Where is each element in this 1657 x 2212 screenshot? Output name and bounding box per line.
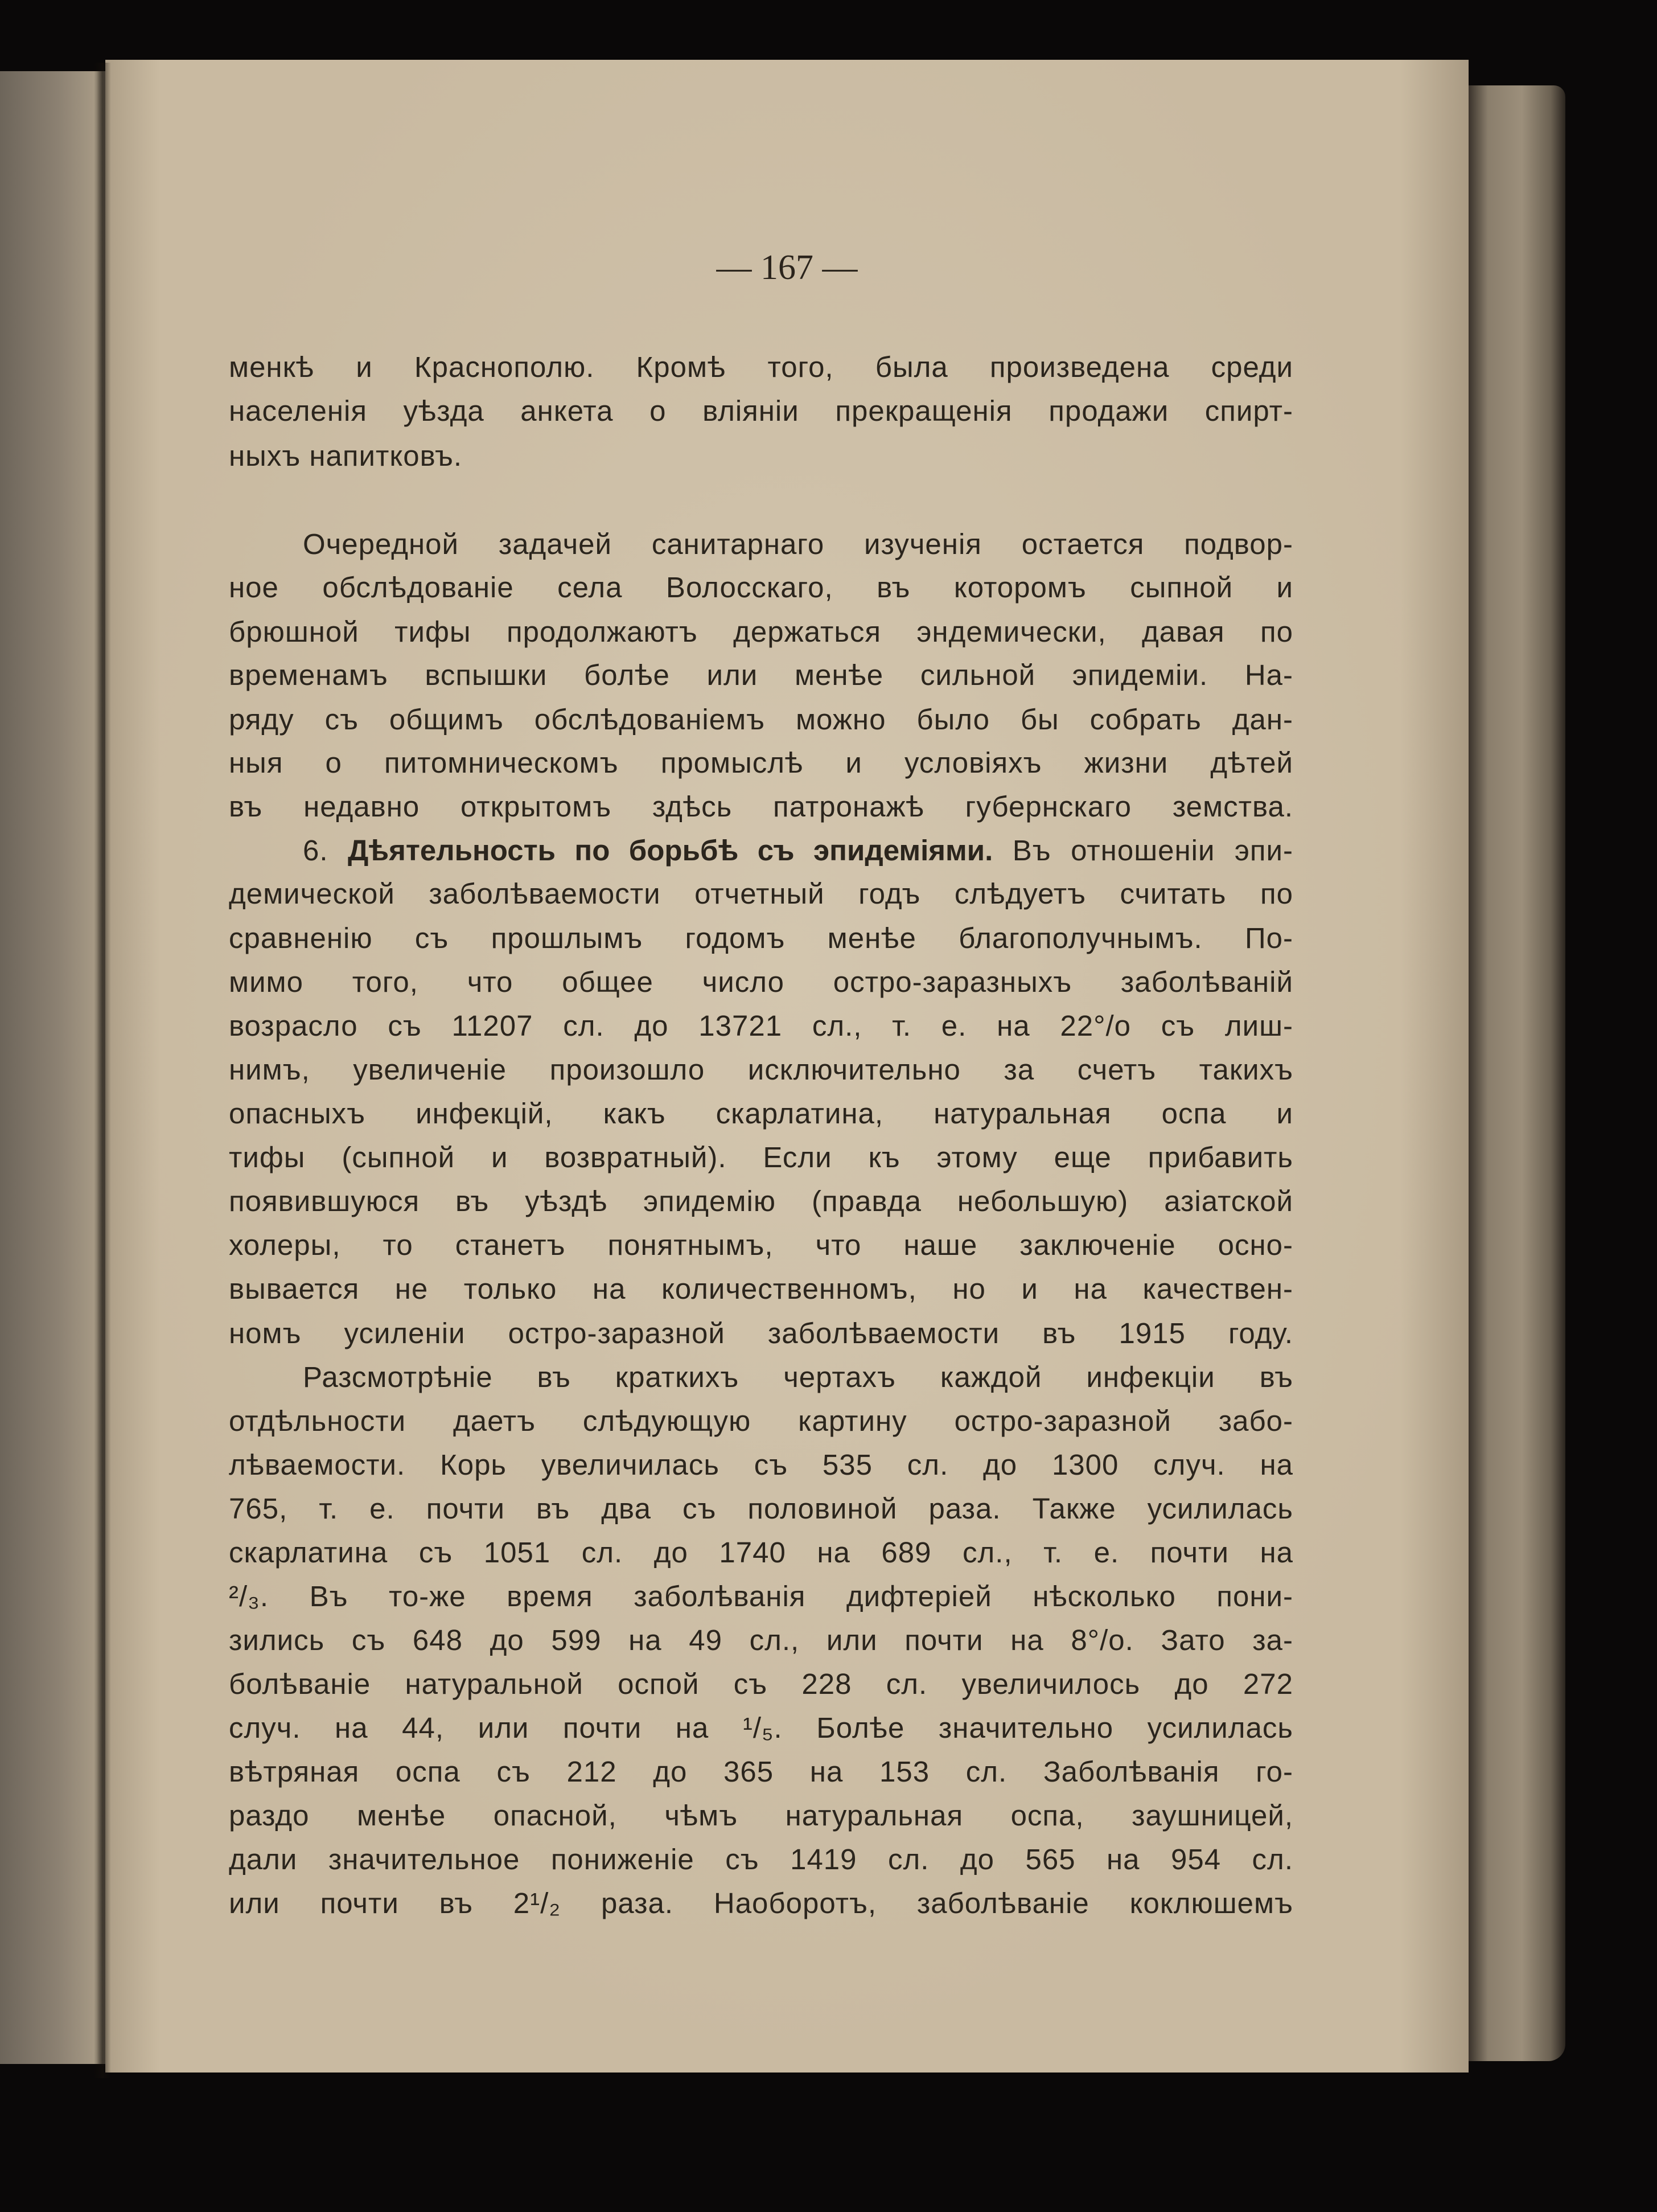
text-line: ряду съ общимъ обслѣдованіемъ можно было бы собрать дан-	[229, 703, 1293, 736]
book-page	[105, 60, 1469, 2073]
page-number: — 167 —	[716, 248, 858, 287]
text-line: Разсмотрѣніе въ краткихъ чертахъ каждой инфекціи въ	[303, 1361, 1293, 1393]
text-line: 765, т. е. почти въ два съ половиной раза. Также усилилась	[229, 1492, 1293, 1525]
text-line: зились съ 648 до 599 на 49 сл., или почти на 8°/о. Зато за-	[229, 1624, 1293, 1656]
text-line: дали значительное пониженіе съ 1419 сл. до 565 на 954 сл.	[229, 1843, 1293, 1876]
text-line: мимо того, что общее число остро-заразныхъ заболѣваній	[229, 966, 1293, 998]
text-line: демической заболѣваемости отчетный годъ слѣдуетъ считать по	[229, 877, 1293, 910]
text-line: нимъ, увеличеніе произошло исключительно за счетъ такихъ	[229, 1053, 1293, 1086]
section-heading-line	[303, 831, 1293, 871]
text-line: населенія уѣзда анкета о вліяніи прекращенія продажи спирт-	[229, 395, 1293, 427]
text-line: номъ усиленіи остро-заразной заболѣваемости въ 1915 году.	[229, 1317, 1293, 1349]
text-line: или почти въ 2¹/₂ раза. Наоборотъ, заболѣваніе коклюшемъ	[229, 1887, 1293, 1919]
text-line: лѣваемости. Корь увеличилась съ 535 сл. до 1300 случ. на	[229, 1448, 1293, 1481]
text-line: возрасло съ 11207 сл. до 13721 сл., т. е. на 22°/о съ лиш-	[229, 1009, 1293, 1042]
text-line: ное обслѣдованіе села Волосскаго, въ которомъ сыпной и	[229, 571, 1293, 604]
text-line: случ. на 44, или почти на ¹/₅. Болѣе значительно усилилась	[229, 1712, 1293, 1744]
text-line: тифы (сыпной и возвратный). Если къ этому еще прибавить	[229, 1141, 1293, 1173]
section-heading-tail: Въ отношеніи эпи-	[993, 834, 1294, 867]
text-line: раздо менѣе опасной, чѣмъ натуральная оспа, заушницей,	[229, 1799, 1293, 1832]
text-line: Очередной задачей санитарнаго изученія остается подвор-	[303, 528, 1293, 560]
text-line: холеры, то станетъ понятнымъ, что наше заключеніе осно-	[229, 1229, 1293, 1261]
text-line: временамъ вспышки болѣе или менѣе сильной эпидеміи. На-	[229, 659, 1293, 691]
gutter-shadow	[94, 63, 111, 2078]
text-line: брюшной тифы продолжаютъ держаться эндемически, давая по	[229, 615, 1293, 648]
section-number: 6.	[303, 834, 348, 867]
text-line: вѣтряная оспа съ 212 до 365 на 153 сл. Заболѣванія го-	[229, 1755, 1293, 1788]
text-line: появившуюся въ уѣздѣ эпидемію (правда небольшую) азіатской	[229, 1185, 1293, 1217]
text-line: скарлатина съ 1051 сл. до 1740 на 689 сл., т. е. почти на	[229, 1536, 1293, 1569]
section-heading: Дѣятельность по борьбѣ съ эпидеміями.	[347, 834, 993, 867]
text-line: ²/₃. Въ то-же время заболѣванія дифтеріей нѣсколько пони-	[229, 1580, 1293, 1612]
text-line: сравненію съ прошлымъ годомъ менѣе благополучнымъ. По-	[229, 922, 1293, 954]
text-line: опасныхъ инфекцій, какъ скарлатина, натуральная оспа и	[229, 1097, 1293, 1130]
text-line: ныя о питомническомъ промыслѣ и условіяхъ жизни дѣтей	[229, 746, 1293, 779]
page-stack-edge	[1469, 85, 1565, 2061]
text-line: въ недавно открытомъ здѣсь патронажѣ губернскаго земства.	[229, 790, 1293, 823]
text-line: вывается не только на количественномъ, но и на качествен-	[229, 1273, 1293, 1305]
text-line: ныхъ напитковъ.	[229, 440, 463, 472]
text-line: отдѣльности даетъ слѣдующую картину остро-заразной забо-	[229, 1405, 1293, 1437]
text-line: менкѣ и Краснополю. Кромѣ того, была произведена среди	[229, 351, 1293, 383]
text-line: болѣваніе натуральной оспой съ 228 сл. увеличилось до 272	[229, 1668, 1293, 1700]
left-page-edge	[0, 71, 105, 2064]
